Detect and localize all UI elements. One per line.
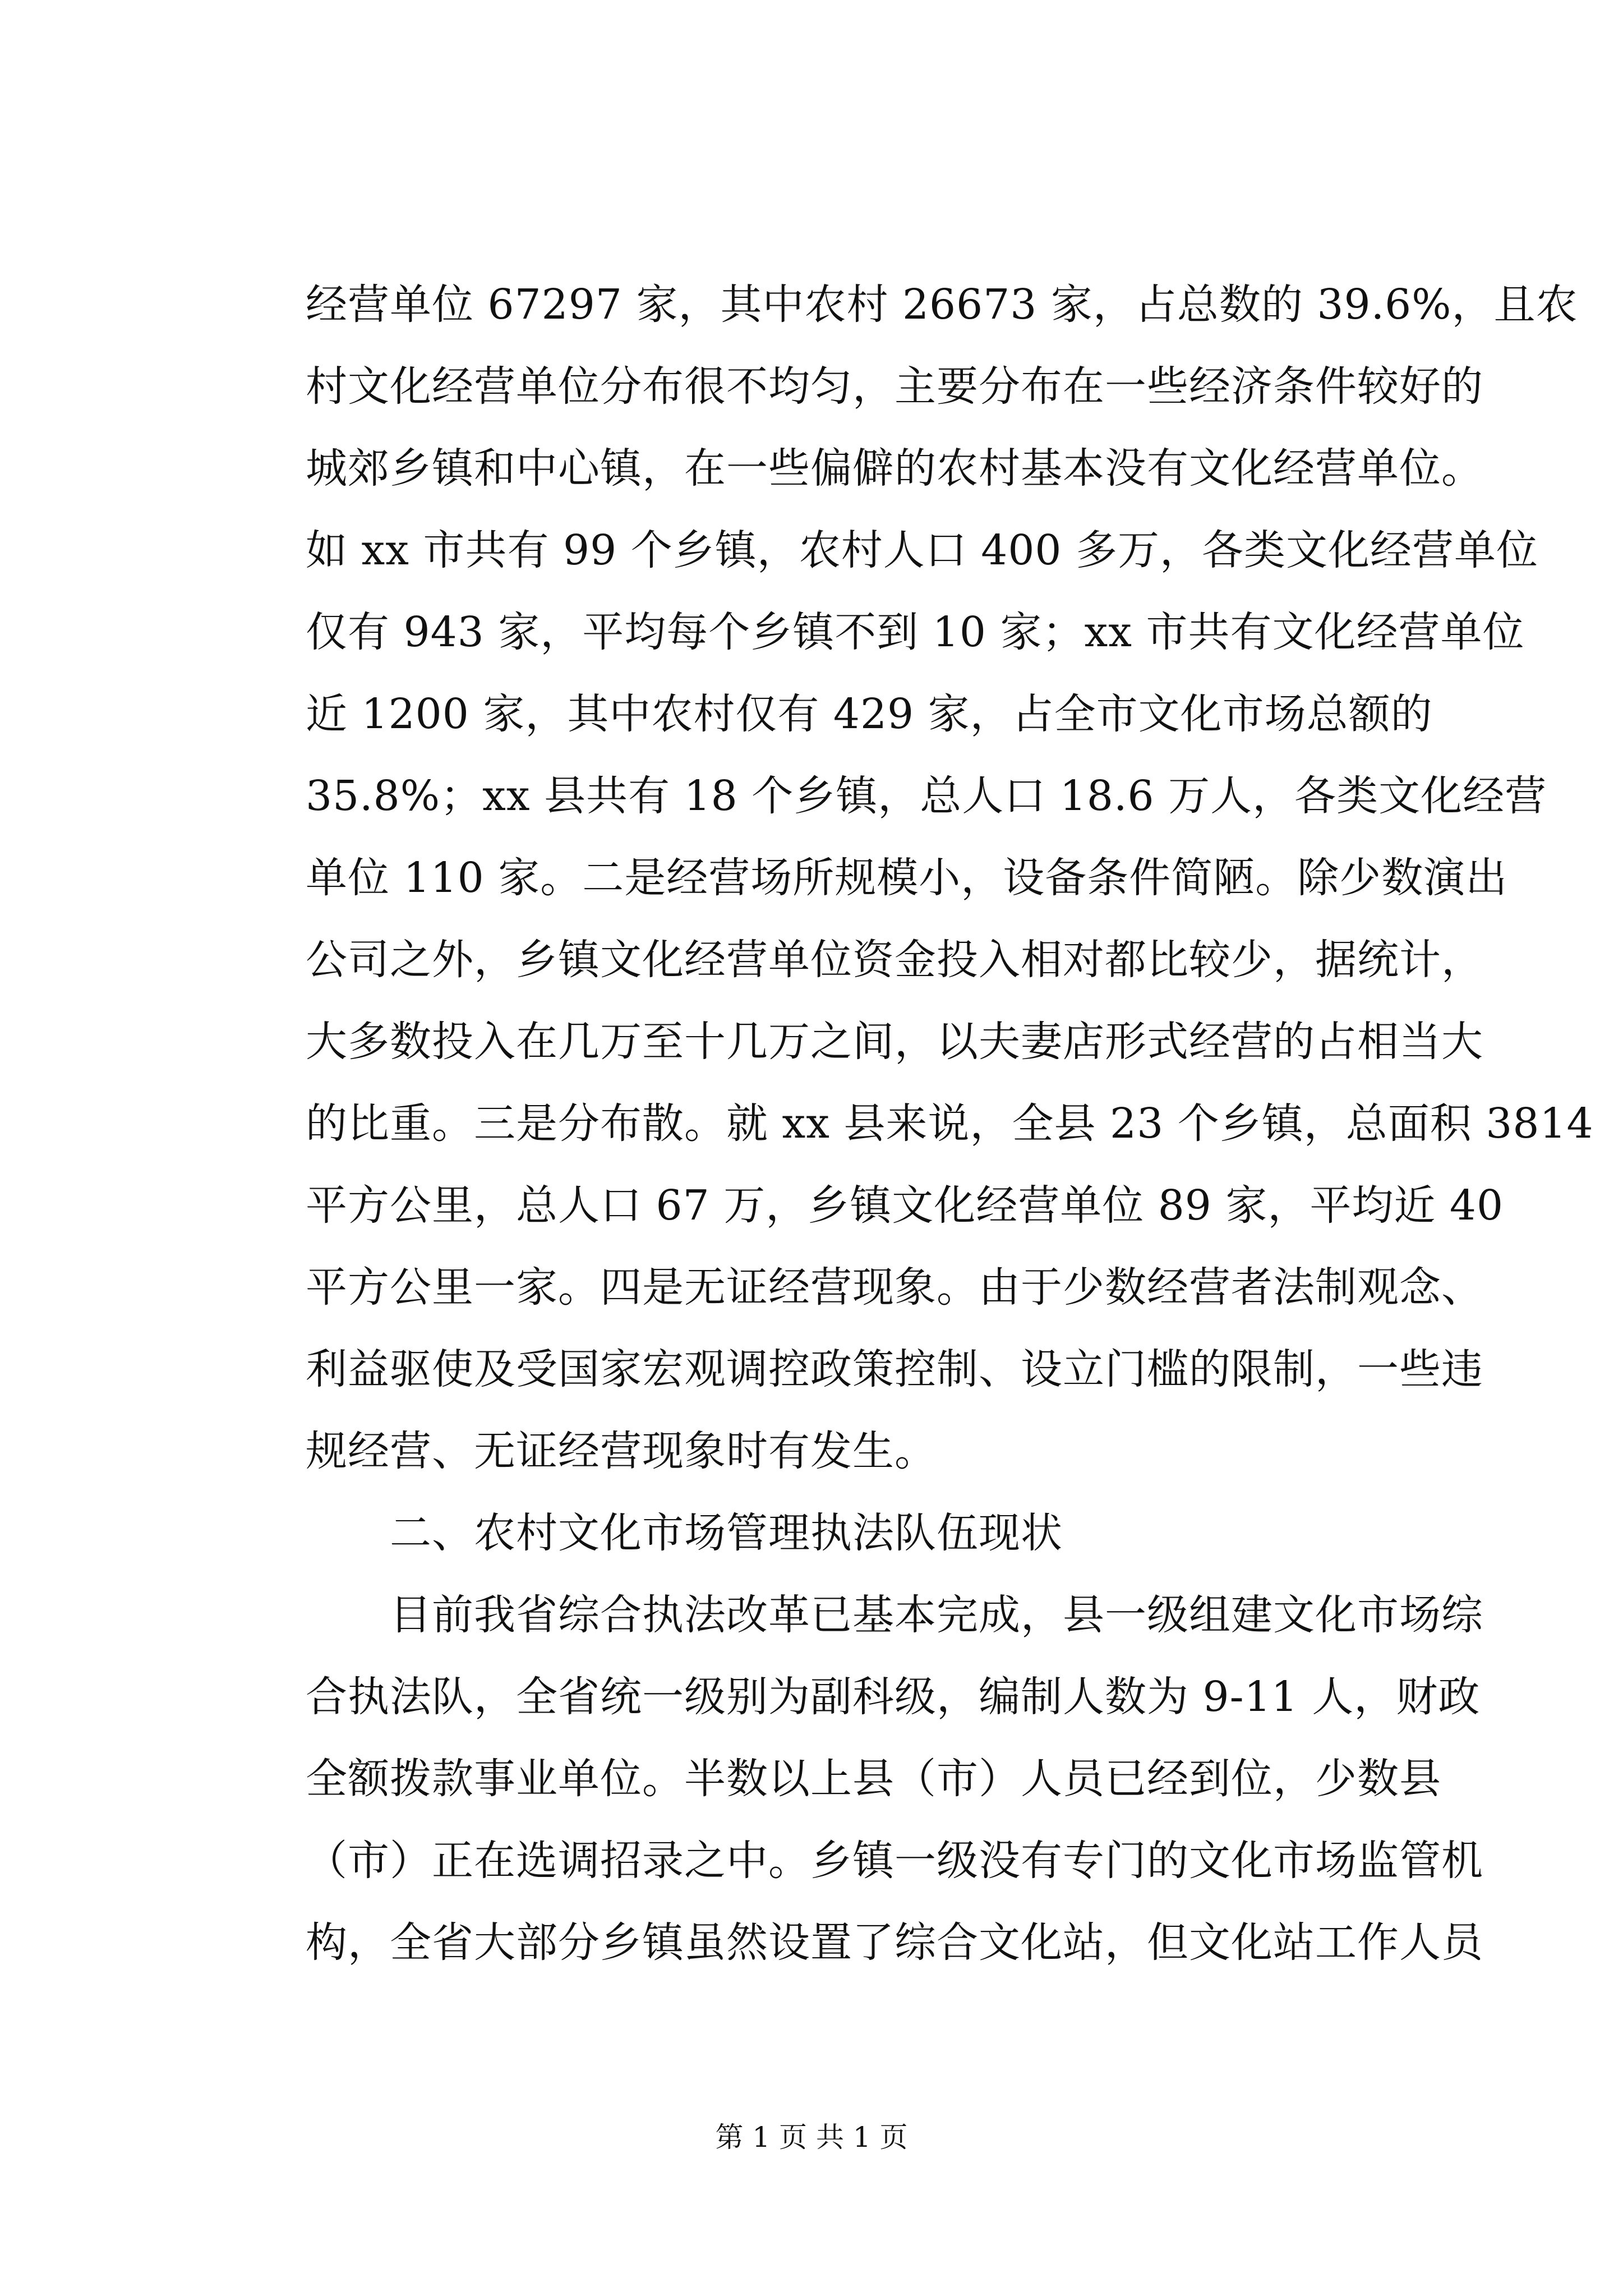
text-line: 近 1200 家，其中农村仅有 429 家，占全市文化市场总额的	[306, 690, 1433, 738]
text-line: 合执法队，全省统一级别为副科级，编制人数为 9-11 人，财政	[306, 1673, 1481, 1721]
section-heading: 二、农村文化市场管理执法队伍现状	[390, 1509, 1063, 1557]
text-line: 平方公里，总人口 67 万，乡镇文化经营单位 89 家，平均近 40	[306, 1181, 1504, 1230]
text-line: 大多数投入在几万至十几万之间，以夫妻店形式经营的占相当大	[306, 1018, 1483, 1066]
text-line: 平方公里一家。四是无证经营现象。由于少数经营者法制观念、	[306, 1263, 1483, 1312]
document-body	[306, 264, 1594, 1984]
page-footer	[0, 2118, 1623, 2157]
text-line: 单位 110 家。二是经营场所规模小，设备条件简陋。除少数演出	[306, 854, 1508, 902]
text-line: 规经营、无证经营现象时有发生。	[306, 1427, 937, 1475]
text-line: 经营单位 67297 家，其中农村 26673 家，占总数的 39.6%，且农	[306, 280, 1578, 329]
text-line: 城郊乡镇和中心镇，在一些偏僻的农村基本没有文化经营单位。	[306, 444, 1483, 493]
text-line: 的比重。三是分布散。就 xx 县来说，全县 23 个乡镇，总面积 3814	[306, 1099, 1594, 1148]
text-line: （市）正在选调招录之中。乡镇一级没有专门的文化市场监管机	[306, 1837, 1483, 1885]
text-line: 利益驱使及受国家宏观调控政策控制、设立门槛的限制，一些违	[306, 1345, 1483, 1393]
text-line: 村文化经营单位分布很不均匀，主要分布在一些经济条件较好的	[306, 362, 1483, 411]
text-line: 构，全省大部分乡镇虽然设置了综合文化站，但文化站工作人员	[306, 1918, 1483, 1967]
text-line: 目前我省综合执法改革已基本完成，县一级组建文化市场综	[390, 1591, 1483, 1639]
text-line: 如 xx 市共有 99 个乡镇，农村人口 400 多万，各类文化经营单位	[306, 526, 1539, 574]
text-line: 仅有 943 家，平均每个乡镇不到 10 家；xx 市共有文化经营单位	[306, 608, 1525, 656]
page-number: 第 1 页 共 1 页	[715, 2121, 908, 2154]
text-line: 35.8%；xx 县共有 18 个乡镇，总人口 18.6 万人，各类文化经营	[306, 772, 1547, 820]
text-line: 公司之外，乡镇文化经营单位资金投入相对都比较少，据统计，	[306, 936, 1483, 984]
text-line: 全额拨款事业单位。半数以上县（市）人员已经到位，少数县	[306, 1755, 1441, 1803]
